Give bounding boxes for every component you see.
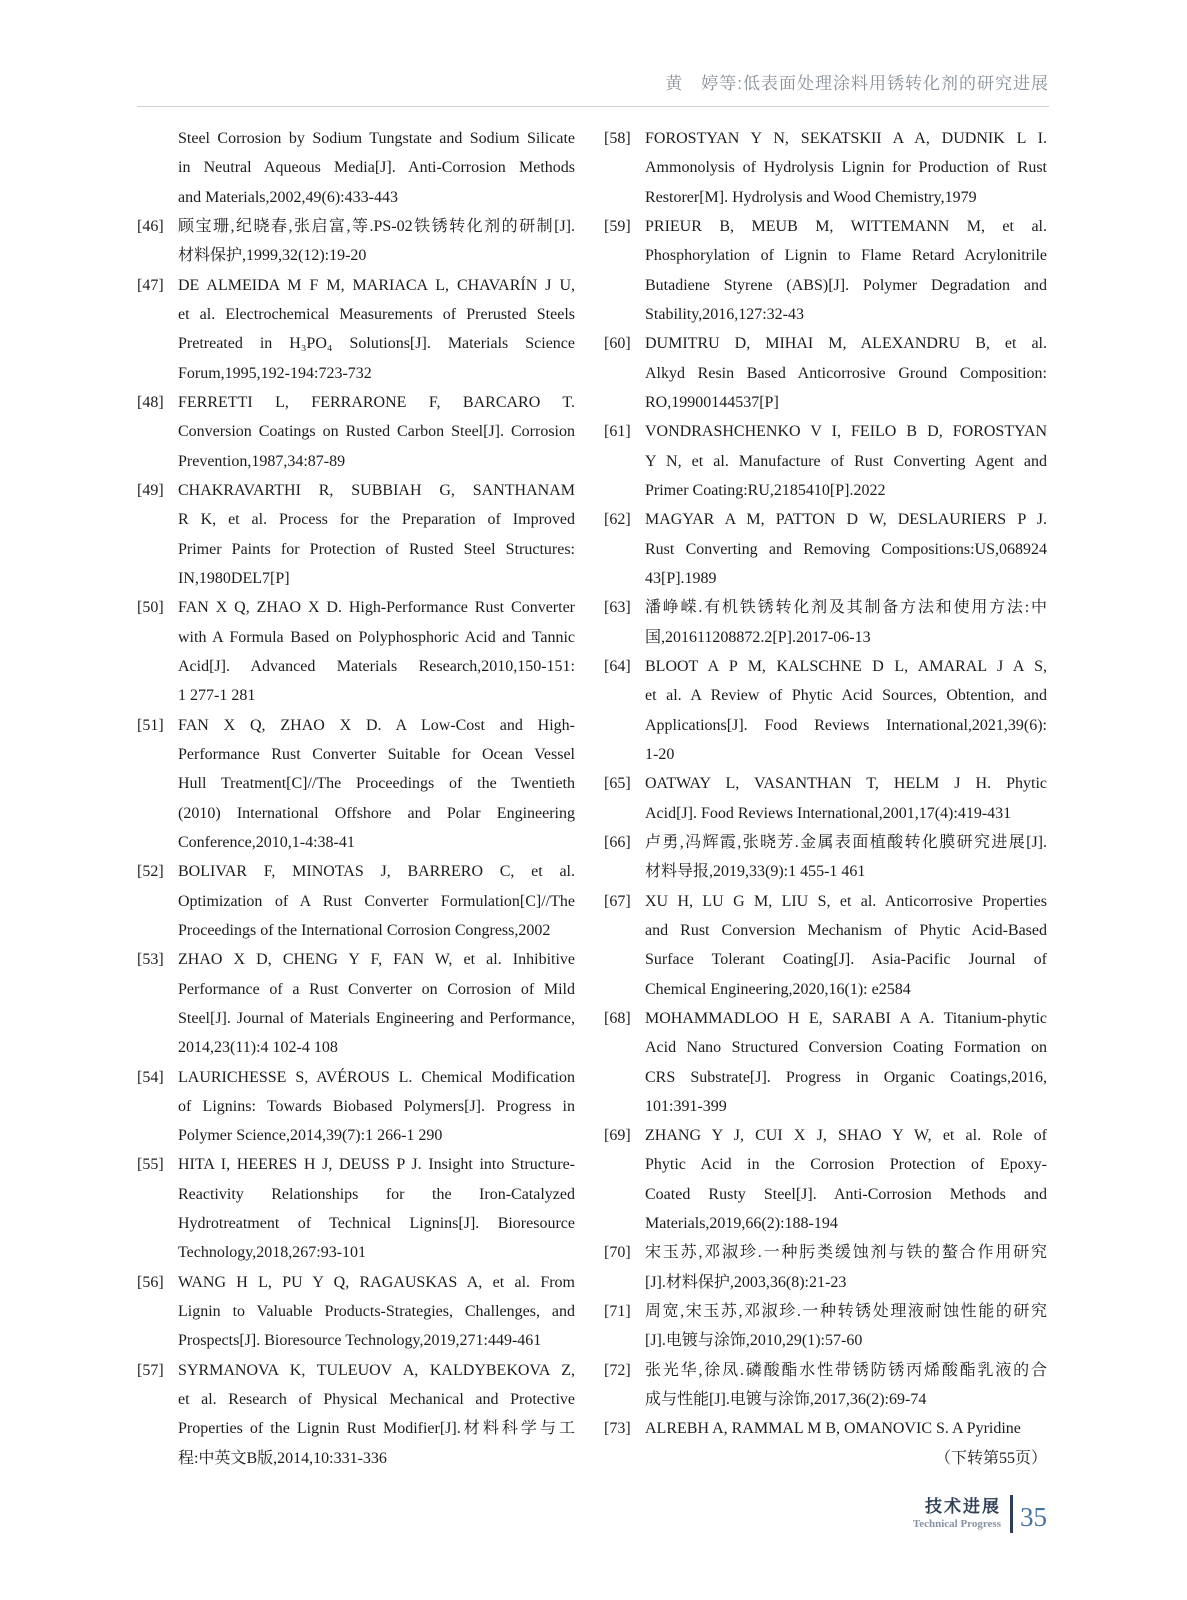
reference-line: Hull Treatment[C]//The Proceedings of the Twentieth xyxy=(178,775,575,793)
reference-line: DE ALMEIDA M F M, MARIACA L, CHAVARÍN J U, xyxy=(178,276,575,294)
references-right-entries xyxy=(604,124,1047,1444)
reference-line: Restorer[M]. Hydrolysis and Wood Chemistry,1979 xyxy=(645,188,977,206)
reference-number: [68] xyxy=(604,1009,631,1027)
reference-number: [70] xyxy=(604,1244,631,1262)
reference-line: 程:中英文B版,2014,10:331-336 xyxy=(178,1449,387,1467)
reference-number: [69] xyxy=(604,1127,631,1145)
reference-line: 顾宝珊,纪晓春,张启富,等.PS-02铁锈转化剂的研制[J]. xyxy=(178,217,575,235)
reference-line: Rust Converting and Removing Compositions:US,068924 xyxy=(645,540,1047,558)
reference-line: Conversion Coatings on Rusted Carbon Steel[J]. Corrosion xyxy=(178,423,575,441)
reference-line: 101:391-399 xyxy=(645,1097,727,1115)
footer-divider xyxy=(1010,1495,1013,1533)
reference-number: [56] xyxy=(137,1273,164,1291)
reference-entry xyxy=(604,1121,1047,1238)
reference-line: 材料导报,2019,33(9):1 455-1 461 xyxy=(645,863,866,881)
reference-line: Materials,2019,66(2):188-194 xyxy=(645,1215,838,1233)
reference-line: FOROSTYAN Y N, SEKATSKII A A, DUDNIK L I. xyxy=(645,130,1047,147)
running-header xyxy=(137,72,1049,107)
reference-entry xyxy=(604,329,1047,417)
reference-number: [51] xyxy=(137,716,164,734)
reference-entry xyxy=(604,828,1047,887)
reference-entry xyxy=(137,857,575,945)
reference-line: et al. Electrochemical Measurements of Prerusted Steels xyxy=(178,305,575,323)
reference-line: DUMITRU D, MIHAI M, ALEXANDRU B, et al. xyxy=(645,335,1047,353)
reference-line: 1-20 xyxy=(645,745,675,763)
reference-line: Butadiene Styrene (ABS)[J]. Polymer Degradation and xyxy=(645,276,1047,294)
reference-entry xyxy=(604,887,1047,1004)
reference-line: PRIEUR B, MEUB M, WITTEMANN M, et al. xyxy=(645,217,1047,235)
reference-entry xyxy=(604,769,1047,828)
reference-number: [55] xyxy=(137,1156,164,1174)
reference-line: Phytic Acid in the Corrosion Protection of Epoxy- xyxy=(645,1156,1047,1174)
reference-number: [57] xyxy=(137,1361,164,1379)
reference-line: Hydrotreatment of Technical Lignins[J]. Bioresource xyxy=(178,1215,575,1233)
reference-entry xyxy=(604,124,1047,212)
reference-line: 国,201611208872.2[P].2017-06-13 xyxy=(645,628,871,646)
reference-line: et al. A Review of Phytic Acid Sources, Obtention, and xyxy=(645,687,1047,705)
reference-line: Stability,2016,127:32-43 xyxy=(645,305,804,323)
reference-line: 宋玉苏,邓淑珍.一种肟类缓蚀剂与铁的螯合作用研究 xyxy=(645,1244,1047,1262)
reference-line: Prospects[J]. Bioresource Technology,2019,271:449-461 xyxy=(178,1332,542,1350)
reference-line: Primer Paints for Protection of Rusted Steel Structures: xyxy=(178,540,575,558)
reference-entry xyxy=(604,1356,1047,1415)
reference-line: Properties of the Lignin Rust Modifier[J].材料科学与工 xyxy=(178,1420,575,1438)
reference-line: Proceedings of the International Corrosion Congress,2002 xyxy=(178,921,551,939)
reference-line: in Neutral Aqueous Media[J]. Anti-Corrosion Methods xyxy=(178,159,575,177)
reference-line: Prevention,1987,34:87-89 xyxy=(178,452,346,470)
page-footer xyxy=(913,1494,1047,1533)
reference-line: Polymer Science,2014,39(7):1 266-1 290 xyxy=(178,1127,443,1145)
reference-line: 张光华,徐凤.磷酸酯水性带锈防锈丙烯酸酯乳液的合 xyxy=(645,1361,1047,1379)
reference-line: Reactivity Relationships for the Iron-Catalyzed xyxy=(178,1185,575,1203)
reference-line: ZHANG Y J, CUI X J, SHAO Y W, et al. Role of xyxy=(645,1127,1047,1145)
reference-entry xyxy=(137,212,575,271)
reference-number: [48] xyxy=(137,393,164,411)
reference-line: 1 277-1 281 xyxy=(178,687,256,705)
reference-entry xyxy=(604,652,1047,769)
reference-line: 周宽,宋玉苏,邓淑珍.一种转锈处理液耐蚀性能的研究 xyxy=(645,1303,1047,1321)
reference-line: [J].材料保护,2003,36(8):21-23 xyxy=(645,1273,847,1291)
references-right-column xyxy=(604,124,1047,1473)
running-title: 黄 婷等:低表面处理涂料用锈转化剂的研究进展 xyxy=(665,74,1049,93)
reference-line: Optimization of A Rust Converter Formulation[C]//The xyxy=(178,892,575,910)
reference-line: Performance Rust Converter Suitable for Ocean Vessel xyxy=(178,745,575,763)
reference-entry xyxy=(604,1297,1047,1356)
reference-line: ZHAO X D, CHENG Y F, FAN W, et al. Inhibitive xyxy=(178,951,575,969)
reference-number: [59] xyxy=(604,217,631,235)
reference-number: [49] xyxy=(137,481,164,499)
reference-line: Steel[J]. Journal of Materials Engineering and Performance, xyxy=(178,1009,575,1027)
reference-line: Lignin to Valuable Products-Strategies, Challenges, and xyxy=(178,1303,575,1321)
reference-line: et al. Research of Physical Mechanical and Protective xyxy=(178,1391,575,1409)
reference-line: with A Formula Based on Polyphosphoric Acid and Tannic xyxy=(178,628,575,646)
reference-number: [72] xyxy=(604,1361,631,1379)
reference-line: MAGYAR A M, PATTON D W, DESLAURIERS P J. xyxy=(645,511,1047,529)
reference-number: [61] xyxy=(604,423,631,441)
footer-section xyxy=(913,1497,1001,1531)
reference-line: Acid Nano Structured Conversion Coating Formation on xyxy=(645,1039,1047,1057)
reference-list xyxy=(137,124,1047,1473)
reference-entry xyxy=(604,593,1047,652)
reference-line: (2010) International Offshore and Polar Engineering xyxy=(178,804,575,822)
reference-line: Ammonolysis of Hydrolysis Lignin for Production of Rust xyxy=(645,159,1047,177)
reference-number: [71] xyxy=(604,1303,631,1321)
continued-on-page-note: （下转第55页） xyxy=(934,1449,1047,1467)
reference-line: R K, et al. Process for the Preparation of Improved xyxy=(178,511,575,529)
reference-number: [63] xyxy=(604,599,631,617)
reference-number: [65] xyxy=(604,775,631,793)
reference-line: Pretreated in H₃PO₄ Solutions[J]. Materials Science xyxy=(178,335,575,353)
reference-line: Chemical Engineering,2020,16(1): e2584 xyxy=(645,980,911,998)
reference-line: Technology,2018,267:93-101 xyxy=(178,1244,367,1262)
section-name-en: Technical Progress xyxy=(912,1517,1001,1530)
references-left-column xyxy=(137,124,575,1473)
reference-line: VONDRASHCHENKO V I, FEILO B D, FOROSTYAN xyxy=(645,423,1047,441)
reference-number: [54] xyxy=(137,1068,164,1086)
reference-line: SYRMANOVA K, TULEUOV A, KALDYBEKOVA Z, xyxy=(178,1361,575,1379)
reference-line: Performance of a Rust Converter on Corrosion of Mild xyxy=(178,980,575,998)
reference-line: 成与性能[J].电镀与涂饰,2017,36(2):69-74 xyxy=(645,1391,927,1409)
reference-number: [58] xyxy=(604,130,631,147)
reference-line: Acid[J]. Food Reviews International,2001,17(4):419-431 xyxy=(645,804,1012,822)
reference-line: OATWAY L, VASANTHAN T, HELM J H. Phytic xyxy=(645,775,1047,793)
reference-line: LAURICHESSE S, AVÉROUS L. Chemical Modification xyxy=(178,1068,575,1086)
reference-line: Phosphorylation of Lignin to Flame Retard Acrylonitrile xyxy=(645,247,1047,265)
reference-entry xyxy=(137,124,575,212)
reference-line: and Materials,2002,49(6):433-443 xyxy=(178,188,398,206)
reference-entry xyxy=(137,1063,575,1151)
reference-number: [67] xyxy=(604,892,631,910)
reference-number: [66] xyxy=(604,833,631,851)
reference-line: CRS Substrate[J]. Progress in Organic Coatings,2016, xyxy=(645,1068,1047,1086)
reference-line: of Lignins: Towards Biobased Polymers[J]. Progress in xyxy=(178,1097,575,1115)
reference-entry xyxy=(604,1414,1047,1443)
reference-line: Coated Rusty Steel[J]. Anti-Corrosion Methods and xyxy=(645,1185,1047,1203)
reference-number: [50] xyxy=(137,599,164,617)
reference-entry xyxy=(137,388,575,476)
reference-line: Applications[J]. Food Reviews International,2021,39(6): xyxy=(645,716,1047,734)
reference-number: [62] xyxy=(604,511,631,529)
reference-line: IN,1980DEL7[P] xyxy=(178,569,290,587)
reference-line: and Rust Conversion Mechanism of Phytic Acid-Based xyxy=(645,921,1047,939)
reference-line: Alkyd Resin Based Anticorrosive Ground Composition: xyxy=(645,364,1047,382)
reference-entry xyxy=(137,271,575,388)
reference-line: MOHAMMADLOO H E, SARABI A A. Titanium-phytic xyxy=(645,1009,1047,1027)
reference-line: RO,19900144537[P] xyxy=(645,393,779,411)
reference-line: HITA I, HEERES H J, DEUSS P J. Insight into Structure- xyxy=(178,1156,575,1174)
reference-number: [60] xyxy=(604,335,631,353)
reference-line: FAN X Q, ZHAO X D. A Low-Cost and High- xyxy=(178,716,575,734)
reference-number: [73] xyxy=(604,1420,631,1438)
reference-entry xyxy=(604,417,1047,505)
page-number: 35 xyxy=(1020,1502,1047,1532)
reference-entry xyxy=(137,476,575,593)
reference-line: Acid[J]. Advanced Materials Research,2010,150-151: xyxy=(178,657,575,675)
reference-entry xyxy=(604,1238,1047,1297)
reference-line: XU H, LU G M, LIU S, et al. Anticorrosive Properties xyxy=(645,892,1047,910)
reference-entry xyxy=(604,505,1047,593)
reference-entry xyxy=(604,1004,1047,1121)
section-name-cn: 技术进展 xyxy=(925,1496,1001,1516)
reference-number: [64] xyxy=(604,657,631,675)
reference-line: BLOOT A P M, KALSCHNE D L, AMARAL J A S, xyxy=(645,657,1047,675)
reference-line: Surface Tolerant Coating[J]. Asia-Pacific Journal of xyxy=(645,951,1047,969)
reference-line: Forum,1995,192-194:723-732 xyxy=(178,364,372,382)
reference-entry xyxy=(604,212,1047,329)
reference-entry xyxy=(137,1268,575,1356)
reference-entry xyxy=(137,1150,575,1267)
reference-entry xyxy=(137,711,575,858)
reference-number: [47] xyxy=(137,276,164,294)
reference-line: ALREBH A, RAMMAL M B, OMANOVIC S. A Pyridine xyxy=(645,1420,1021,1438)
reference-line: FERRETTI L, FERRARONE F, BARCARO T. xyxy=(178,393,575,411)
reference-entry xyxy=(137,593,575,710)
reference-line: Y N, et al. Manufacture of Rust Converting Agent and xyxy=(645,452,1047,470)
reference-number: [52] xyxy=(137,863,164,881)
reference-number: [53] xyxy=(137,951,164,969)
reference-line: Steel Corrosion by Sodium Tungstate and Sodium Silicate xyxy=(178,130,575,147)
reference-entry xyxy=(137,945,575,1062)
reference-line: CHAKRAVARTHI R, SUBBIAH G, SANTHANAM xyxy=(178,481,575,499)
reference-line: BOLIVAR F, MINOTAS J, BARRERO C, et al. xyxy=(178,863,575,881)
reference-line: 2014,23(11):4 102-4 108 xyxy=(178,1039,338,1057)
reference-line: 材料保护,1999,32(12):19-20 xyxy=(178,247,367,265)
reference-line: FAN X Q, ZHAO X D. High-Performance Rust Converter xyxy=(178,599,575,617)
reference-line: Conference,2010,1-4:38-41 xyxy=(178,833,355,851)
reference-line: [J].电镀与涂饰,2010,29(1):57-60 xyxy=(645,1332,863,1350)
reference-number: [46] xyxy=(137,217,164,235)
reference-line: 卢勇,冯辉霞,张晓芳.金属表面植酸转化膜研究进展[J]. xyxy=(645,833,1047,851)
reference-line: Primer Coating:RU,2185410[P].2022 xyxy=(645,481,886,499)
reference-entry xyxy=(137,1356,575,1473)
reference-line: WANG H L, PU Y Q, RAGAUSKAS A, et al. From xyxy=(178,1273,575,1291)
reference-line: 潘峥嵘.有机铁锈转化剂及其制备方法和使用方法:中 xyxy=(645,599,1047,617)
reference-line: 43[P].1989 xyxy=(645,569,717,587)
